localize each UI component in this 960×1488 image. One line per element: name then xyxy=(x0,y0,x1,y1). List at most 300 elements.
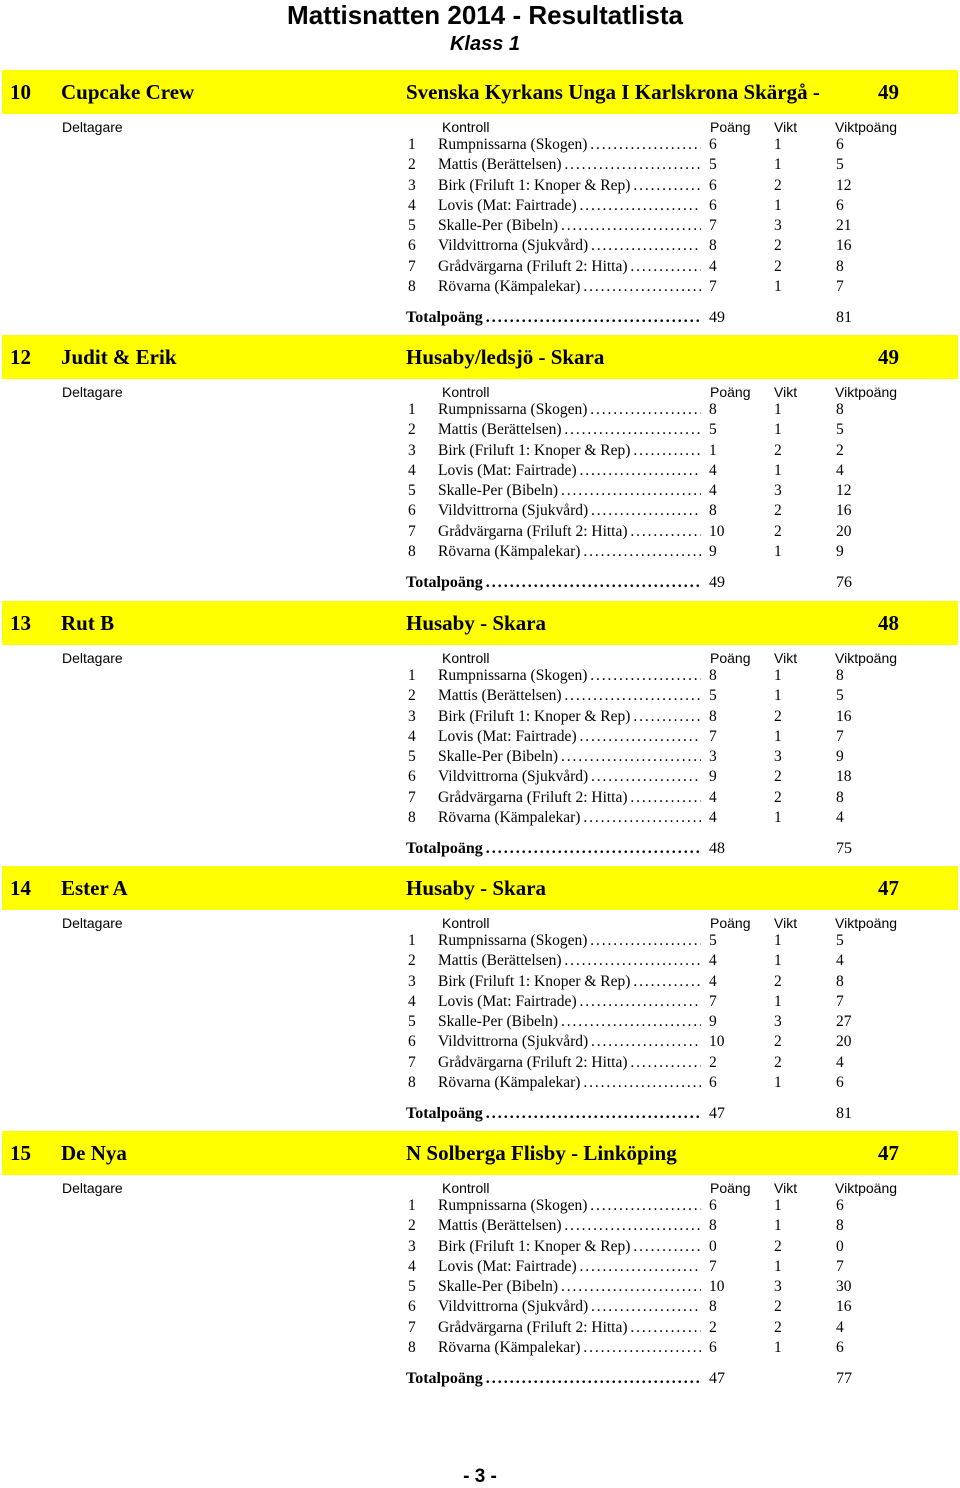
table-row xyxy=(0,686,960,706)
control-points: 4 xyxy=(709,257,717,275)
table-row xyxy=(0,747,960,767)
control-weighted-points: 8 xyxy=(836,972,844,990)
control-number: 4 xyxy=(408,727,416,745)
control-weighted-points: 5 xyxy=(836,687,844,705)
total-weighted-points: 81 xyxy=(836,1105,852,1122)
table-row xyxy=(0,808,960,828)
table-row xyxy=(0,727,960,747)
column-header-participants: Deltagare xyxy=(62,915,123,931)
team-header-band xyxy=(2,70,958,114)
control-weighted-points: 8 xyxy=(836,667,844,684)
table-row xyxy=(0,992,960,1012)
table-row xyxy=(0,196,960,216)
control-weight: 1 xyxy=(774,156,782,174)
control-number: 8 xyxy=(408,278,416,296)
control-points: 3 xyxy=(709,748,717,766)
column-header-control: Kontroll xyxy=(442,1180,490,1196)
control-points: 7 xyxy=(709,217,717,235)
control-weighted-points: 27 xyxy=(836,1013,852,1031)
team-name: Ester A xyxy=(61,876,128,900)
table-row xyxy=(0,1318,960,1338)
control-table xyxy=(0,400,960,562)
control-name: Rumpnissarna (Skogen) . . . xyxy=(438,135,701,155)
column-header-points: Poäng xyxy=(710,384,751,400)
control-points: 7 xyxy=(709,278,717,296)
table-row xyxy=(0,1196,960,1216)
team-block xyxy=(0,1131,960,1396)
control-name: Grådvärgarna (Friluft 2: Hitta) . . . xyxy=(438,1318,701,1338)
control-points: 10 xyxy=(709,1033,725,1051)
control-number: 1 xyxy=(408,136,416,153)
control-name: Vildvittrorna (Sjukvård) . . . xyxy=(438,236,701,256)
total-points: 48 xyxy=(709,840,725,857)
control-number: 1 xyxy=(408,932,416,949)
control-number: 7 xyxy=(408,1053,416,1071)
control-weighted-points: 7 xyxy=(836,727,844,745)
table-row xyxy=(0,1338,960,1358)
team-score: 47 xyxy=(878,1141,899,1165)
control-points: 2 xyxy=(709,1318,717,1336)
table-row xyxy=(0,1216,960,1236)
control-weight: 1 xyxy=(774,1217,782,1235)
control-weighted-points: 9 xyxy=(836,543,844,561)
control-name: Lovis (Mat: Fairtrade) . . . xyxy=(438,992,701,1012)
control-weight: 2 xyxy=(774,1318,782,1336)
control-number: 6 xyxy=(408,237,416,255)
table-row xyxy=(0,972,960,992)
control-weighted-points: 8 xyxy=(836,401,844,418)
control-points: 7 xyxy=(709,1257,717,1275)
table-row xyxy=(0,931,960,951)
column-header-control: Kontroll xyxy=(442,384,490,400)
control-weight: 3 xyxy=(774,1278,782,1296)
control-number: 2 xyxy=(408,156,416,174)
control-number: 3 xyxy=(408,176,416,194)
column-header-participants: Deltagare xyxy=(62,119,123,135)
control-weight: 1 xyxy=(774,421,782,439)
control-number: 1 xyxy=(408,667,416,684)
control-weight: 2 xyxy=(774,1298,782,1316)
control-number: 3 xyxy=(408,441,416,459)
control-weighted-points: 7 xyxy=(836,1257,844,1275)
team-name: Rut B xyxy=(61,611,115,635)
table-row xyxy=(0,176,960,196)
control-number: 4 xyxy=(408,196,416,214)
control-number: 2 xyxy=(408,421,416,439)
column-header-control: Kontroll xyxy=(442,915,490,931)
control-points: 6 xyxy=(709,176,717,194)
control-weighted-points: 20 xyxy=(836,1033,852,1051)
control-number: 8 xyxy=(408,1339,416,1357)
team-number: 10 xyxy=(10,80,31,104)
control-weighted-points: 6 xyxy=(836,1197,844,1214)
column-header-control: Kontroll xyxy=(442,650,490,666)
control-weight: 1 xyxy=(774,136,782,153)
team-club: Svenska Kyrkans Unga I Karlskrona Skärgå - xyxy=(406,80,820,104)
control-weighted-points: 5 xyxy=(836,932,844,949)
control-weighted-points: 5 xyxy=(836,156,844,174)
total-weighted-points: 77 xyxy=(836,1370,852,1387)
control-weighted-points: 4 xyxy=(836,809,844,827)
total-weighted-points: 76 xyxy=(836,574,852,591)
control-points: 7 xyxy=(709,992,717,1010)
control-points: 4 xyxy=(709,788,717,806)
table-row xyxy=(0,400,960,420)
control-points: 0 xyxy=(709,1237,717,1255)
team-header-band xyxy=(2,866,958,910)
team-header-band xyxy=(2,1131,958,1175)
control-name: Birk (Friluft 1: Knoper & Rep) . . . xyxy=(438,176,701,196)
control-number: 6 xyxy=(408,1298,416,1316)
column-header-weight: Vikt xyxy=(774,915,798,931)
control-name: Rövarna (Kämpalekar) . . . xyxy=(438,808,701,828)
control-points: 9 xyxy=(709,543,717,561)
control-weighted-points: 2 xyxy=(836,441,844,459)
control-name: Rumpnissarna (Skogen) . . . xyxy=(438,666,701,686)
table-row xyxy=(0,1012,960,1032)
team-score: 47 xyxy=(878,876,899,900)
control-weight: 1 xyxy=(774,1257,782,1275)
control-points: 1 xyxy=(709,441,717,459)
control-name: Birk (Friluft 1: Knoper & Rep) . . . xyxy=(438,972,701,992)
control-weight: 2 xyxy=(774,707,782,725)
control-weight: 1 xyxy=(774,667,782,684)
total-weighted-points: 75 xyxy=(836,840,852,857)
team-number: 13 xyxy=(10,611,31,635)
table-row xyxy=(0,522,960,542)
control-name: Mattis (Berättelsen) . . . xyxy=(438,155,701,175)
control-points: 4 xyxy=(709,461,717,479)
team-number: 15 xyxy=(10,1141,31,1165)
control-weighted-points: 16 xyxy=(836,1298,852,1316)
control-name: Skalle-Per (Bibeln) . . . xyxy=(438,1277,701,1297)
team-name: Cupcake Crew xyxy=(61,80,195,104)
team-header-band xyxy=(2,335,958,379)
control-weight: 2 xyxy=(774,1237,782,1255)
control-name: Lovis (Mat: Fairtrade) . . . xyxy=(438,461,701,481)
team-number: 14 xyxy=(10,876,31,900)
control-points: 8 xyxy=(709,502,717,520)
control-points: 6 xyxy=(709,1074,717,1092)
control-weighted-points: 12 xyxy=(836,482,852,500)
total-row xyxy=(0,1367,960,1391)
control-number: 3 xyxy=(408,1237,416,1255)
control-weight: 1 xyxy=(774,809,782,827)
column-header-participants: Deltagare xyxy=(62,384,123,400)
control-number: 7 xyxy=(408,522,416,540)
team-block xyxy=(0,866,960,1131)
control-number: 4 xyxy=(408,1257,416,1275)
control-weight: 2 xyxy=(774,522,782,540)
control-number: 2 xyxy=(408,687,416,705)
column-header-weight: Vikt xyxy=(774,650,798,666)
control-points: 8 xyxy=(709,1217,717,1235)
team-club: Husaby - Skara xyxy=(406,611,547,635)
control-name: Grådvärgarna (Friluft 2: Hitta) . . . xyxy=(438,522,701,542)
control-name: Skalle-Per (Bibeln) . . . xyxy=(438,747,701,767)
team-name: De Nya xyxy=(61,1141,127,1165)
control-number: 1 xyxy=(408,401,416,418)
control-weight: 2 xyxy=(774,257,782,275)
control-weight: 2 xyxy=(774,768,782,786)
column-header-weighted-points: Viktpoäng xyxy=(835,650,898,666)
control-weight: 1 xyxy=(774,687,782,705)
control-weighted-points: 30 xyxy=(836,1278,852,1296)
control-name: Skalle-Per (Bibeln) . . . xyxy=(438,216,701,236)
control-points: 5 xyxy=(709,687,717,705)
control-name: Vildvittrorna (Sjukvård) . . . xyxy=(438,501,701,521)
control-points: 6 xyxy=(709,1197,717,1214)
table-row xyxy=(0,135,960,155)
team-club: Husaby - Skara xyxy=(406,876,547,900)
control-weight: 2 xyxy=(774,176,782,194)
control-table xyxy=(0,135,960,297)
team-block xyxy=(0,601,960,866)
control-weighted-points: 8 xyxy=(836,257,844,275)
control-name: Rövarna (Kämpalekar) . . . xyxy=(438,542,701,562)
control-points: 4 xyxy=(709,482,717,500)
team-score: 49 xyxy=(878,345,899,369)
column-header-points: Poäng xyxy=(710,119,751,135)
control-name: Grådvärgarna (Friluft 2: Hitta) . . . xyxy=(438,1053,701,1073)
control-points: 8 xyxy=(709,237,717,255)
control-name: Birk (Friluft 1: Knoper & Rep) . . . xyxy=(438,441,701,461)
control-points: 8 xyxy=(709,1298,717,1316)
control-name: Rövarna (Kämpalekar) . . . xyxy=(438,1338,701,1358)
column-header-weighted-points: Viktpoäng xyxy=(835,1180,898,1196)
total-points: 47 xyxy=(709,1370,725,1387)
control-number: 5 xyxy=(408,1278,416,1296)
control-weighted-points: 0 xyxy=(836,1237,844,1255)
table-row xyxy=(0,788,960,808)
team-block xyxy=(0,335,960,600)
control-points: 4 xyxy=(709,972,717,990)
team-club: Husaby/ledsjö - Skara xyxy=(406,345,605,369)
control-number: 6 xyxy=(408,1033,416,1051)
control-name: Rövarna (Kämpalekar) . . . xyxy=(438,1073,701,1093)
control-weighted-points: 7 xyxy=(836,278,844,296)
total-label: Totalpoäng . . . xyxy=(406,837,701,861)
table-row xyxy=(0,1277,960,1297)
control-name: Grådvärgarna (Friluft 2: Hitta) . . . xyxy=(438,257,701,277)
control-weighted-points: 5 xyxy=(836,421,844,439)
control-weighted-points: 9 xyxy=(836,748,844,766)
control-table xyxy=(0,931,960,1093)
control-weight: 1 xyxy=(774,992,782,1010)
control-weight: 2 xyxy=(774,1033,782,1051)
control-name: Mattis (Berättelsen) . . . xyxy=(438,686,701,706)
page-subtitle: Klass 1 xyxy=(449,33,521,55)
table-row xyxy=(0,420,960,440)
table-row xyxy=(0,1053,960,1073)
control-weight: 3 xyxy=(774,748,782,766)
table-row xyxy=(0,155,960,175)
column-header-control: Kontroll xyxy=(442,119,490,135)
column-header-weighted-points: Viktpoäng xyxy=(835,384,898,400)
control-number: 6 xyxy=(408,768,416,786)
control-name: Vildvittrorna (Sjukvård) . . . xyxy=(438,1297,701,1317)
control-weight: 1 xyxy=(774,401,782,418)
control-weight: 3 xyxy=(774,482,782,500)
table-row xyxy=(0,767,960,787)
column-header-weighted-points: Viktpoäng xyxy=(835,915,898,931)
control-number: 5 xyxy=(408,1013,416,1031)
control-weighted-points: 6 xyxy=(836,136,844,153)
control-number: 5 xyxy=(408,482,416,500)
total-weighted-points: 81 xyxy=(836,309,852,326)
control-number: 8 xyxy=(408,809,416,827)
control-weighted-points: 18 xyxy=(836,768,852,786)
control-name: Rövarna (Kämpalekar) . . . xyxy=(438,277,701,297)
control-weight: 1 xyxy=(774,1339,782,1357)
control-number: 6 xyxy=(408,502,416,520)
control-points: 2 xyxy=(709,1053,717,1071)
control-weighted-points: 8 xyxy=(836,788,844,806)
control-name: Lovis (Mat: Fairtrade) . . . xyxy=(438,196,701,216)
table-row xyxy=(0,1032,960,1052)
table-row xyxy=(0,666,960,686)
table-row xyxy=(0,1297,960,1317)
control-points: 5 xyxy=(709,932,717,949)
control-name: Grådvärgarna (Friluft 2: Hitta) . . . xyxy=(438,788,701,808)
control-weighted-points: 16 xyxy=(836,237,852,255)
control-weight: 2 xyxy=(774,972,782,990)
total-points: 49 xyxy=(709,574,725,591)
total-label: Totalpoäng . . . xyxy=(406,571,701,595)
control-weighted-points: 4 xyxy=(836,461,844,479)
control-weighted-points: 6 xyxy=(836,1074,844,1092)
control-number: 1 xyxy=(408,1197,416,1214)
control-weight: 2 xyxy=(774,1053,782,1071)
control-points: 6 xyxy=(709,196,717,214)
control-name: Vildvittrorna (Sjukvård) . . . xyxy=(438,767,701,787)
control-name: Skalle-Per (Bibeln) . . . xyxy=(438,1012,701,1032)
team-score: 48 xyxy=(878,611,899,635)
control-weight: 3 xyxy=(774,1013,782,1031)
total-points: 47 xyxy=(709,1105,725,1122)
control-weight: 1 xyxy=(774,543,782,561)
control-number: 7 xyxy=(408,1318,416,1336)
control-number: 5 xyxy=(408,217,416,235)
table-row xyxy=(0,707,960,727)
control-weight: 1 xyxy=(774,932,782,949)
total-row xyxy=(0,1102,960,1126)
column-header-weight: Vikt xyxy=(774,1180,798,1196)
table-row xyxy=(0,257,960,277)
table-row xyxy=(0,501,960,521)
control-weight: 1 xyxy=(774,1074,782,1092)
table-row xyxy=(0,1237,960,1257)
control-weighted-points: 4 xyxy=(836,1318,844,1336)
column-header-participants: Deltagare xyxy=(62,650,123,666)
control-weight: 2 xyxy=(774,788,782,806)
control-weighted-points: 6 xyxy=(836,196,844,214)
control-weight: 3 xyxy=(774,217,782,235)
control-weighted-points: 16 xyxy=(836,502,852,520)
control-weighted-points: 8 xyxy=(836,1217,844,1235)
total-row xyxy=(0,306,960,330)
total-points: 49 xyxy=(709,309,725,326)
control-points: 8 xyxy=(709,707,717,725)
control-name: Skalle-Per (Bibeln) . . . xyxy=(438,481,701,501)
control-number: 3 xyxy=(408,972,416,990)
control-name: Rumpnissarna (Skogen) . . . xyxy=(438,1196,701,1216)
table-row xyxy=(0,277,960,297)
control-number: 8 xyxy=(408,1074,416,1092)
control-number: 4 xyxy=(408,461,416,479)
control-weight: 1 xyxy=(774,196,782,214)
control-points: 5 xyxy=(709,421,717,439)
control-weighted-points: 4 xyxy=(836,952,844,970)
control-weighted-points: 16 xyxy=(836,707,852,725)
control-points: 9 xyxy=(709,1013,717,1031)
control-weighted-points: 21 xyxy=(836,217,852,235)
team-score: 49 xyxy=(878,80,899,104)
control-weighted-points: 12 xyxy=(836,176,852,194)
control-weight: 1 xyxy=(774,278,782,296)
control-points: 5 xyxy=(709,156,717,174)
table-row xyxy=(0,461,960,481)
control-points: 4 xyxy=(709,809,717,827)
total-label: Totalpoäng . . . xyxy=(406,1102,701,1126)
table-row xyxy=(0,951,960,971)
control-points: 10 xyxy=(709,1278,725,1296)
table-row xyxy=(0,481,960,501)
table-row xyxy=(0,1257,960,1277)
team-header-band xyxy=(2,601,958,645)
total-label: Totalpoäng . . . xyxy=(406,306,701,330)
control-weight: 2 xyxy=(774,237,782,255)
page-number: - 3 - xyxy=(463,1466,497,1487)
total-row xyxy=(0,571,960,595)
total-row xyxy=(0,837,960,861)
column-header-weight: Vikt xyxy=(774,119,798,135)
team-number: 12 xyxy=(10,345,31,369)
control-weighted-points: 7 xyxy=(836,992,844,1010)
control-table xyxy=(0,1196,960,1358)
control-name: Vildvittrorna (Sjukvård) . . . xyxy=(438,1032,701,1052)
control-points: 6 xyxy=(709,1339,717,1357)
control-number: 4 xyxy=(408,992,416,1010)
control-weighted-points: 4 xyxy=(836,1053,844,1071)
team-name: Judit & Erik xyxy=(61,345,177,369)
control-points: 6 xyxy=(709,136,717,153)
control-number: 5 xyxy=(408,748,416,766)
control-weighted-points: 6 xyxy=(836,1339,844,1357)
control-name: Rumpnissarna (Skogen) . . . xyxy=(438,931,701,951)
control-points: 7 xyxy=(709,727,717,745)
control-weight: 1 xyxy=(774,1197,782,1214)
control-name: Birk (Friluft 1: Knoper & Rep) . . . xyxy=(438,1237,701,1257)
control-weighted-points: 20 xyxy=(836,522,852,540)
control-name: Mattis (Berättelsen) . . . xyxy=(438,1216,701,1236)
column-header-points: Poäng xyxy=(710,650,751,666)
team-block xyxy=(0,70,960,335)
control-number: 7 xyxy=(408,788,416,806)
page-title: Mattisnatten 2014 - Resultatlista xyxy=(287,0,683,30)
total-label: Totalpoäng . . . xyxy=(406,1367,701,1391)
control-table xyxy=(0,666,960,828)
control-points: 8 xyxy=(709,667,717,684)
control-weight: 2 xyxy=(774,502,782,520)
control-weight: 1 xyxy=(774,952,782,970)
table-row xyxy=(0,236,960,256)
column-header-points: Poäng xyxy=(710,1180,751,1196)
control-number: 2 xyxy=(408,1217,416,1235)
control-name: Rumpnissarna (Skogen) . . . xyxy=(438,400,701,420)
column-header-weighted-points: Viktpoäng xyxy=(835,119,898,135)
control-points: 9 xyxy=(709,768,717,786)
